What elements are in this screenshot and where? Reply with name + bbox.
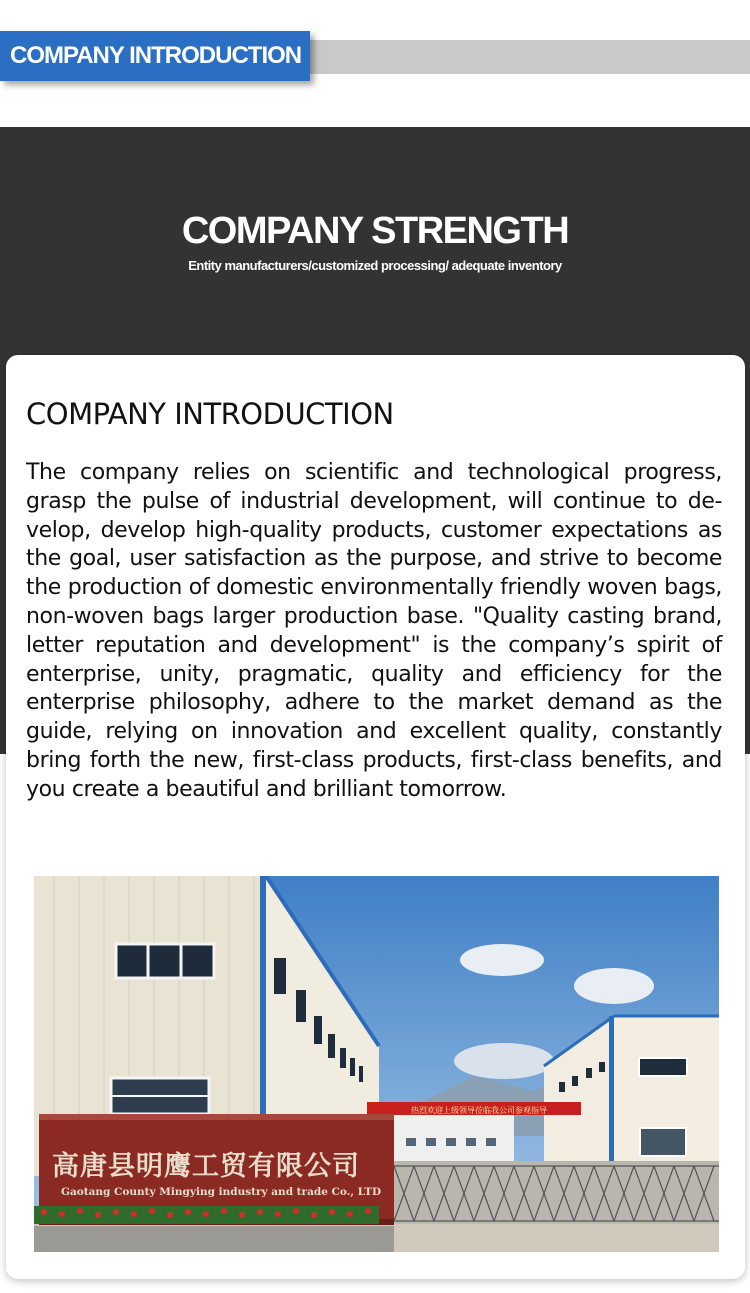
intro-body-text: The company relies on scientific and technological progress, grasp the pulse of industrial development, will continue to de-velop, develop high-quality products, customer expectations as the goal, user satisfaction as the purpose, and strive to become the production of domestic environmentally friendly woven bags, non-woven bags larger production base. "Quality casting brand, letter reputation and development" is the company’s spirit of enterprise, unity, pragmatic, quality and efficiency for the enterprise philosophy, adhere to the market demand as the guide, relying on innovation and excellent quality, constantly bring forth the new, first-class products, first-class benefits, and you create a beautiful and brilliant tomorrow. <box>26 460 722 802</box>
intro-card <box>6 355 745 1279</box>
header-tab: COMPANY INTRODUCTION <box>0 31 310 81</box>
company-sign-chinese: 高唐县明鹰工贸有限公司 <box>52 1151 360 1182</box>
factory-photo <box>34 876 719 1252</box>
strength-title: COMPANY STRENGTH <box>181 210 569 252</box>
strength-subtitle: Entity manufacturers/customized processing/ adequate inventory <box>188 258 562 273</box>
intro-heading: COMPANY INTRODUCTION <box>26 397 394 431</box>
company-sign-english: Gaotang County Mingying industry and trade Co., LTD <box>61 1186 382 1198</box>
welcome-banner-text: 热烈欢迎上级领导莅临我公司参观指导 <box>411 1106 547 1115</box>
